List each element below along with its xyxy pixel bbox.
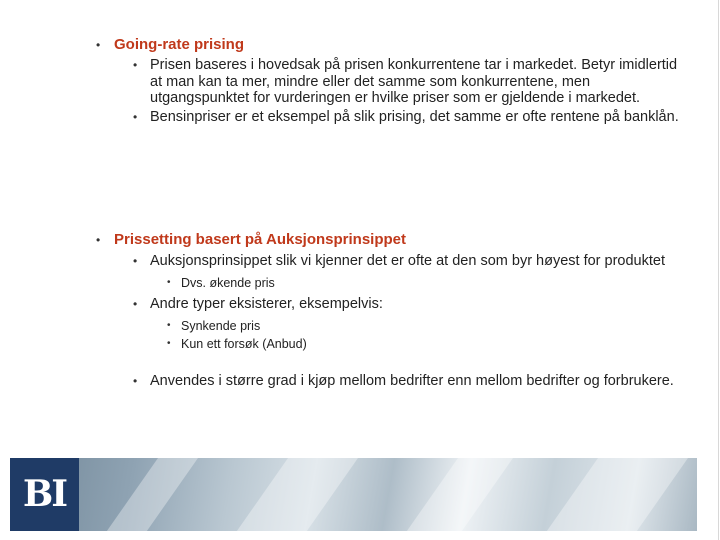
banner-stripe [218, 458, 372, 531]
bi-logo [10, 458, 79, 531]
bullet-icon: • [133, 296, 138, 311]
sub-list-item-text: Dvs. økende pris [181, 275, 275, 290]
sub-list-item [165, 317, 686, 335]
logo-text: BI [22, 473, 67, 515]
bullet-icon: • [133, 254, 138, 268]
bullet-icon: • [133, 374, 138, 388]
list-item-text: Auksjonsprinsippet slik vi kjenner det er ofte at den som byr høyest for produktet [150, 253, 665, 269]
bullet-icon: • [96, 233, 101, 247]
section-heading [96, 231, 686, 249]
list-item [131, 373, 686, 390]
bullet-icon: • [96, 38, 101, 52]
list-item-text: Prisen baseres i hovedsak på prisen konkurrentene tar i markedet. Betyr imidlertid at man kan ta mer, mindre eller det samme som konkurrentene, men utgangspunktet for vurderingen er hvilke priser som er gjeldende i markedet. [150, 57, 678, 106]
list-item-text: Andre typer eksisterer, eksempelvis: [150, 295, 383, 312]
section-auksjon [96, 231, 686, 390]
footer-banner [10, 458, 697, 531]
list-item [131, 109, 686, 126]
sub-list-item-text: Kun ett forsøk (Anbud) [181, 337, 307, 351]
section-going-rate [96, 36, 686, 125]
banner-stripe [528, 458, 697, 531]
sub-list-item [165, 335, 686, 353]
heading-text: Going-rate prising [114, 36, 245, 53]
sub-list-item [165, 274, 686, 292]
sub-list-item-text: Synkende pris [181, 319, 261, 333]
right-edge-divider [718, 0, 719, 540]
banner-stripe [388, 458, 527, 531]
heading-text: Prissetting basert på Auksjonsprinsippet [114, 231, 407, 248]
banner-stripe [88, 458, 212, 531]
bullet-icon: • [167, 338, 171, 349]
list-item [131, 253, 686, 270]
list-item-text: Anvendes i større grad i kjøp mellom bedrifter enn mellom bedrifter og forbrukere. [150, 373, 674, 389]
bullet-icon: • [133, 109, 138, 124]
bullet-icon: • [133, 58, 138, 72]
section-heading [96, 36, 686, 54]
list-item-text: Bensinpriser er et eksempel på slik prising, det samme er ofte rentene på banklån. [150, 108, 679, 125]
bullet-icon: • [167, 276, 171, 288]
bullet-icon: • [167, 320, 171, 331]
list-item [131, 296, 686, 313]
list-item [131, 57, 686, 107]
